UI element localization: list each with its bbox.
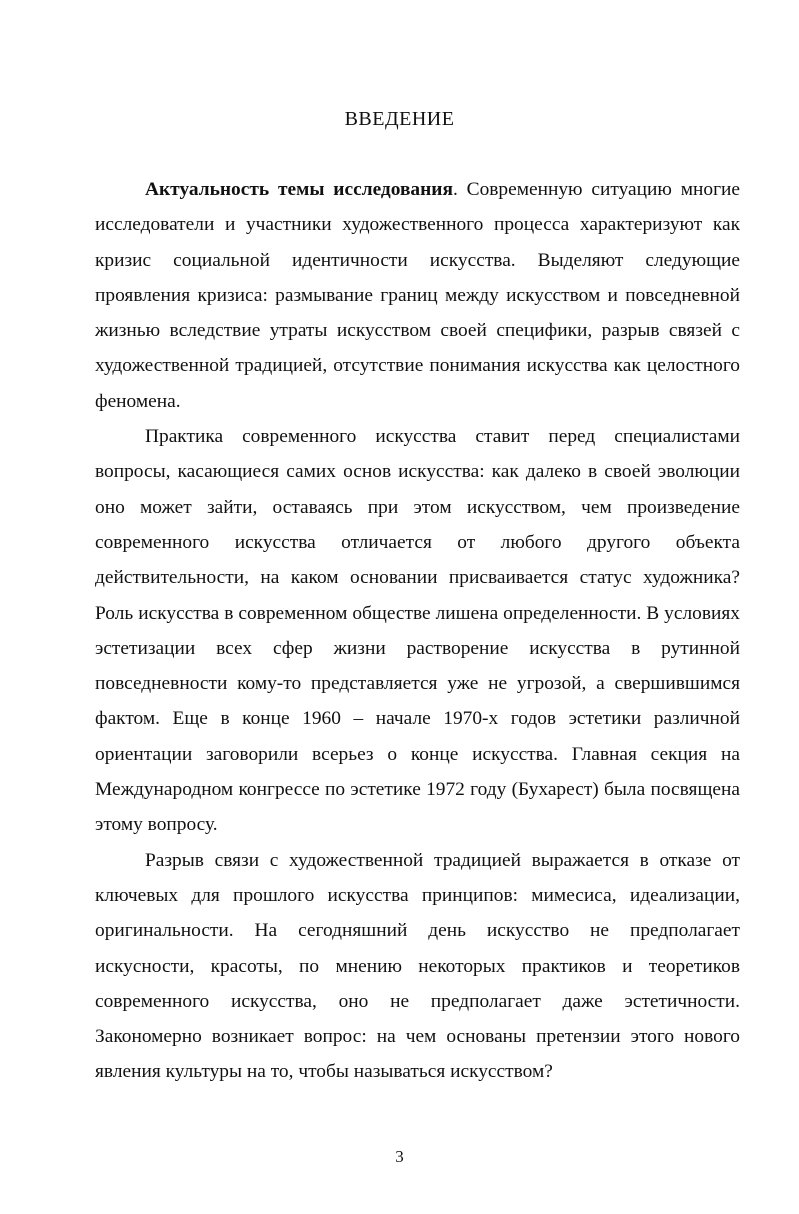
paragraph-tradition: Разрыв связи с художественной традицией выражается в отказе от ключевых для прошлого искусства принципов: мимесиса, идеализации, оригинальности. На сегодняшний день искусство не предполагает искусности, красоты, по мнению некоторых практиков и теоретиков современного искусства, оно не предполагает даже эстетичности. Закономерно возникает вопрос: на чем основаны претензии этого нового явления культуры на то, чтобы называться искусством? [95, 849, 740, 1083]
paragraph-text: . Современную ситуацию многие исследователи и участники художественного процесса характеризуют как кризис социальной идентичности искусства. Выделяют следующие проявления кризиса: размывание границ между искусством и повседневной жизнью вследствие утраты искусством своей специфики, разрыв связей с художественной традицией, отсутствие понимания искусства как целостного феномена. [95, 179, 741, 412]
paragraph-lead: Актуальность темы исследования [145, 179, 453, 200]
body-text [95, 172, 740, 1090]
paragraph-relevance [95, 172, 740, 419]
paragraph-practice: Практика современного искусства ставит перед специалистами вопросы, касающиеся самих основ искусства: как далеко в своей эволюции оно может зайти, оставаясь при этом искусством, чем произведение современного искусства отличается от любого другого объекта действительности, на каком основании присваивается статус художника? Роль искусства в современном обществе лишена определенности. В условиях эстетизации всех сфер жизни растворение искусства в рутинной повседневности кому-то представляется уже не угрозой, а свершившимся фактом. Еще в конце 1960 – начале 1970-х годов эстетики различной ориентации заговорили всерьез о конце искусства. Главная секция на Международном конгрессе по эстетике 1972 году (Бухарест) была посвящена этому вопросу. [95, 426, 740, 836]
section-heading: ВВЕДЕНИЕ [344, 108, 455, 130]
page-number: 3 [395, 1147, 404, 1166]
